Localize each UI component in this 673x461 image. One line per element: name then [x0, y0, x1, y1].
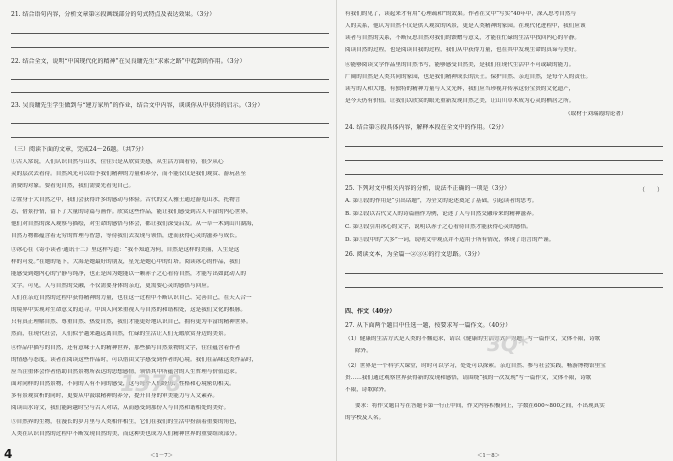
- answer-line: [345, 273, 663, 274]
- option-d: D. 第⑤段中的“大多”一词，说明文中观点并不适用于所有情况，体现了语言的严谨。: [345, 237, 555, 243]
- answer-line: [11, 137, 329, 138]
- question-24: 24. 结合第⑤段具体内容，解释本段在全文中的作用。（2分）: [345, 124, 508, 131]
- text-line: 人的关系，他认为自然不仅是供人观赏的风景，更是人类精神的家园。在现代化进程中，我们应该: [345, 23, 586, 29]
- question-23: 23. 吴良镛先生学生做到与“建万家所”的作业，结合文中内容，谈谈你从中获得的启示。（3分）: [11, 102, 264, 109]
- text-line: 自然万物都蕴含着无穷的哲理与智慧，等待我们去发现与领悟，进而获得心灵的滋养与成长。: [11, 233, 241, 239]
- page-number: ＜1－7＞: [150, 453, 174, 459]
- answer-line: [345, 160, 663, 161]
- option-a: A. 第①段的作用是“引出话题”，为全文的论述奠定了基础，引起读者的思考。: [345, 198, 538, 204]
- text-line: 读写的人和大地，有独特的精神力量与人文光辉，我们应当珍视并传承这份宝贵的文化遗产，: [345, 86, 575, 92]
- text-line: ④作品中描写的自然，还有意味于人的精神世界，那些描写自然景物的文字，往往蕴含着作者: [11, 345, 241, 351]
- writing-section-heading: 四、作文（40分）: [345, 308, 396, 315]
- text-line: 只有真正理解自然、尊重自然、热爱自然，我们才能更好地认识自己，拥有更为丰富的精神世界。: [11, 319, 252, 325]
- text-line: 不限，诗歌除外。: [345, 387, 390, 393]
- text-line: 文字。可见，人与自然的交融，不仅需要身体的亲近，更需要心灵的感悟与回应。: [11, 283, 213, 289]
- text-line: ①古人常说，人们认识自然与山水，往往只是从欣赏美感，从生活方面看待，很少从心: [11, 159, 224, 165]
- option-c: C. 第③段引用冰心的文字，说明以赤子之心看待自然才能获得心灵的感悟。: [345, 224, 532, 230]
- option-b: B. 第②段以古代文人的诗篇画作为例，论述了人与自然交融带来的精神滋养。: [345, 211, 538, 217]
- text-line: 面对同样的自然景物，不同的人有不同的感受，这与每个人的经历、性格和心境密切相关。: [11, 381, 235, 387]
- text-line: 样的可爱。”在她的笔下，大海是她最好的朋友，星光是她心中的灯塔。阅读冰心的作品，我们: [11, 259, 241, 265]
- question-21: 21. 结合语句内容，分析文章第②段画线部分的句式特点及表达效果。（3分）: [11, 11, 216, 18]
- text-line: 贵……我们通过观察世界获得新的发现和感悟，请围绕“我的一次发现”写一篇作文，文体不限，诗歌: [345, 375, 592, 381]
- text-line: ⑥能够阅读文学作品里的自然书写，能够感受自然美，是我们在现代生活中不可或缺的能力。: [345, 62, 575, 68]
- question-22: 22. 结合全文，说明“中国现代化的精神”在吴良镛先生“求索之路”中起到的作用。（3分）: [11, 58, 246, 65]
- text-line: 是今天仍有价值。让我们以欣赏的眼光重新发现自然之美，让山川草木成为心灵的栖居之所。: [345, 98, 575, 104]
- text-line: （2）世界是一个科学大课堂，时时可以学习，处处可以探索。亲近自然、参与社会实践，畅游博物馆里宝: [345, 363, 606, 369]
- text-line: 他们对自然的深入观察与描绘，对生命的感悟与体会，都让我们深受启发。从一草一木到山川湖海，: [11, 221, 258, 227]
- text-line: ②置身于大自然之中，我们会获得许多的感动与体验。古代的文人雅士通过游览山水，托物言: [11, 197, 241, 203]
- text-line: 多有景观赏析的同时，更要从中汲取精神的养分，提升自身的审美能力与人文素养。: [11, 393, 218, 399]
- question-27: 27. 从下面两个题目中任选一题，按要求写一篇作文。（40分）: [345, 322, 512, 329]
- text-line: 灵的层次去看待。自然风光可以给予我们精神的力量和养分，而不能仅仅是我们观赏、游玩甚至: [11, 171, 246, 177]
- text-line: 志，借景抒情，留下了大量的诗篇与画作。欣赏这些作品，能让我们感受到古人丰富的内心世界，: [11, 209, 252, 215]
- text-line: ⑤自然界的生物，在漫长的岁月里与人类相伴相生，它们在我们的生活中扮演着重要的角色，: [11, 419, 241, 425]
- answer-line: [11, 123, 329, 124]
- text-line: 要求：将作文题目写在答题卡第一行正中间，作文内容积极向上，字数在600~800之间，不出现真实: [355, 403, 605, 409]
- text-line: （1）健康的生活方式是人类的不懈追求，请以《健康的生活方式》为题，写一篇作文，文体不限，诗歌: [345, 336, 601, 342]
- answer-bracket: （ ）: [639, 187, 664, 194]
- watermark: 3Q*: [487, 332, 529, 356]
- question-26: 26. 阅读文本，为全篇一②③④的行文思路。（3分）: [345, 251, 484, 258]
- answer-line: [345, 146, 663, 147]
- text-line: ③冰心在《寄小读者·通讯十二》里这样写道：“我不知道为何，自然是这样的美丽，人生是这: [11, 247, 240, 253]
- answer-line: [11, 47, 329, 48]
- text-line: 的境界中实现对生命意义的追寻。中国人向来重视人与自然的和谐相处，这是我们文化的根脉。: [11, 307, 246, 313]
- text-line: 的学校及人名。: [345, 415, 385, 421]
- text-line: 广阔的自然是人类共同的家园，也是我们精神成长的沃土。保护自然、亲近自然，是每个人的责任。: [345, 74, 592, 80]
- text-line: 读者与自然的关系，不断反思自然对我们的馈赠与意义，才能在忙碌的生活中找回内心的平静。: [345, 35, 580, 41]
- text-line: 阅读山水诗文，我们能跨越时空与古人对话，从而感受到那份人与自然和谐相处的美好。: [11, 405, 230, 411]
- text-line: 人类在认识自然的过程中不断发现自然的美，而这种美也成为人们精神世界的重要组成部分。: [11, 431, 241, 437]
- text-line: 有我们的见了，读起来才有用“心理疏和”的效果。作者在文中“写实”40年中，深入思考自然与: [345, 11, 577, 17]
- answer-line: [11, 79, 329, 80]
- answer-line: [11, 33, 329, 34]
- section-heading: （三）阅读下面的文章，完成24～26题。（共7分）: [11, 146, 148, 153]
- watermark: 1378: [120, 372, 182, 397]
- answer-line: [11, 92, 329, 93]
- text-line: 消费的对象。要看见自然，我们需要先看见自己。: [11, 183, 135, 189]
- text-line: 阅读自然的过程，也是阅读自我的过程，我们从中获得力量，也在其中发现生命的真谛与美好。: [345, 47, 580, 53]
- question-25: 25. 下列对文中相关内容的分析，说法不正确的一项是（3分）: [345, 185, 511, 192]
- page-number: ＜1－8＞: [477, 453, 501, 459]
- text-line: 然而，在现代社会，人们似乎越来越远离自然，忙碌的生活让人们无暇欣赏身边的美景。: [11, 331, 230, 337]
- source-note: （取材于刘瑞霞的论著）: [565, 111, 627, 117]
- answer-line: [345, 174, 663, 175]
- corner-page-mark: 4: [4, 447, 13, 461]
- answer-line: [345, 287, 663, 288]
- text-line: 人们在亲近自然的过程中获得精神的力量，也在这一过程中不断认识自己、完善自己，在天人合一: [11, 295, 252, 301]
- right-exam-page: [337, 0, 673, 461]
- text-line: 的情感与态度。读者在阅读这些作品时，可以借由文字感受到作者的心境。我们在品味这类作品时，: [11, 357, 258, 363]
- text-line: 应当注重体会作者借助自然景物所表达的思想感情，领悟其中所蕴含的人生哲理与价值追求。: [11, 369, 241, 375]
- text-line: 能感受到她内心的宁静与纯净，也正是因为她能以一颗赤子之心看待自然，才能写出如此动人的: [11, 271, 246, 277]
- text-line: 除外。: [355, 348, 372, 354]
